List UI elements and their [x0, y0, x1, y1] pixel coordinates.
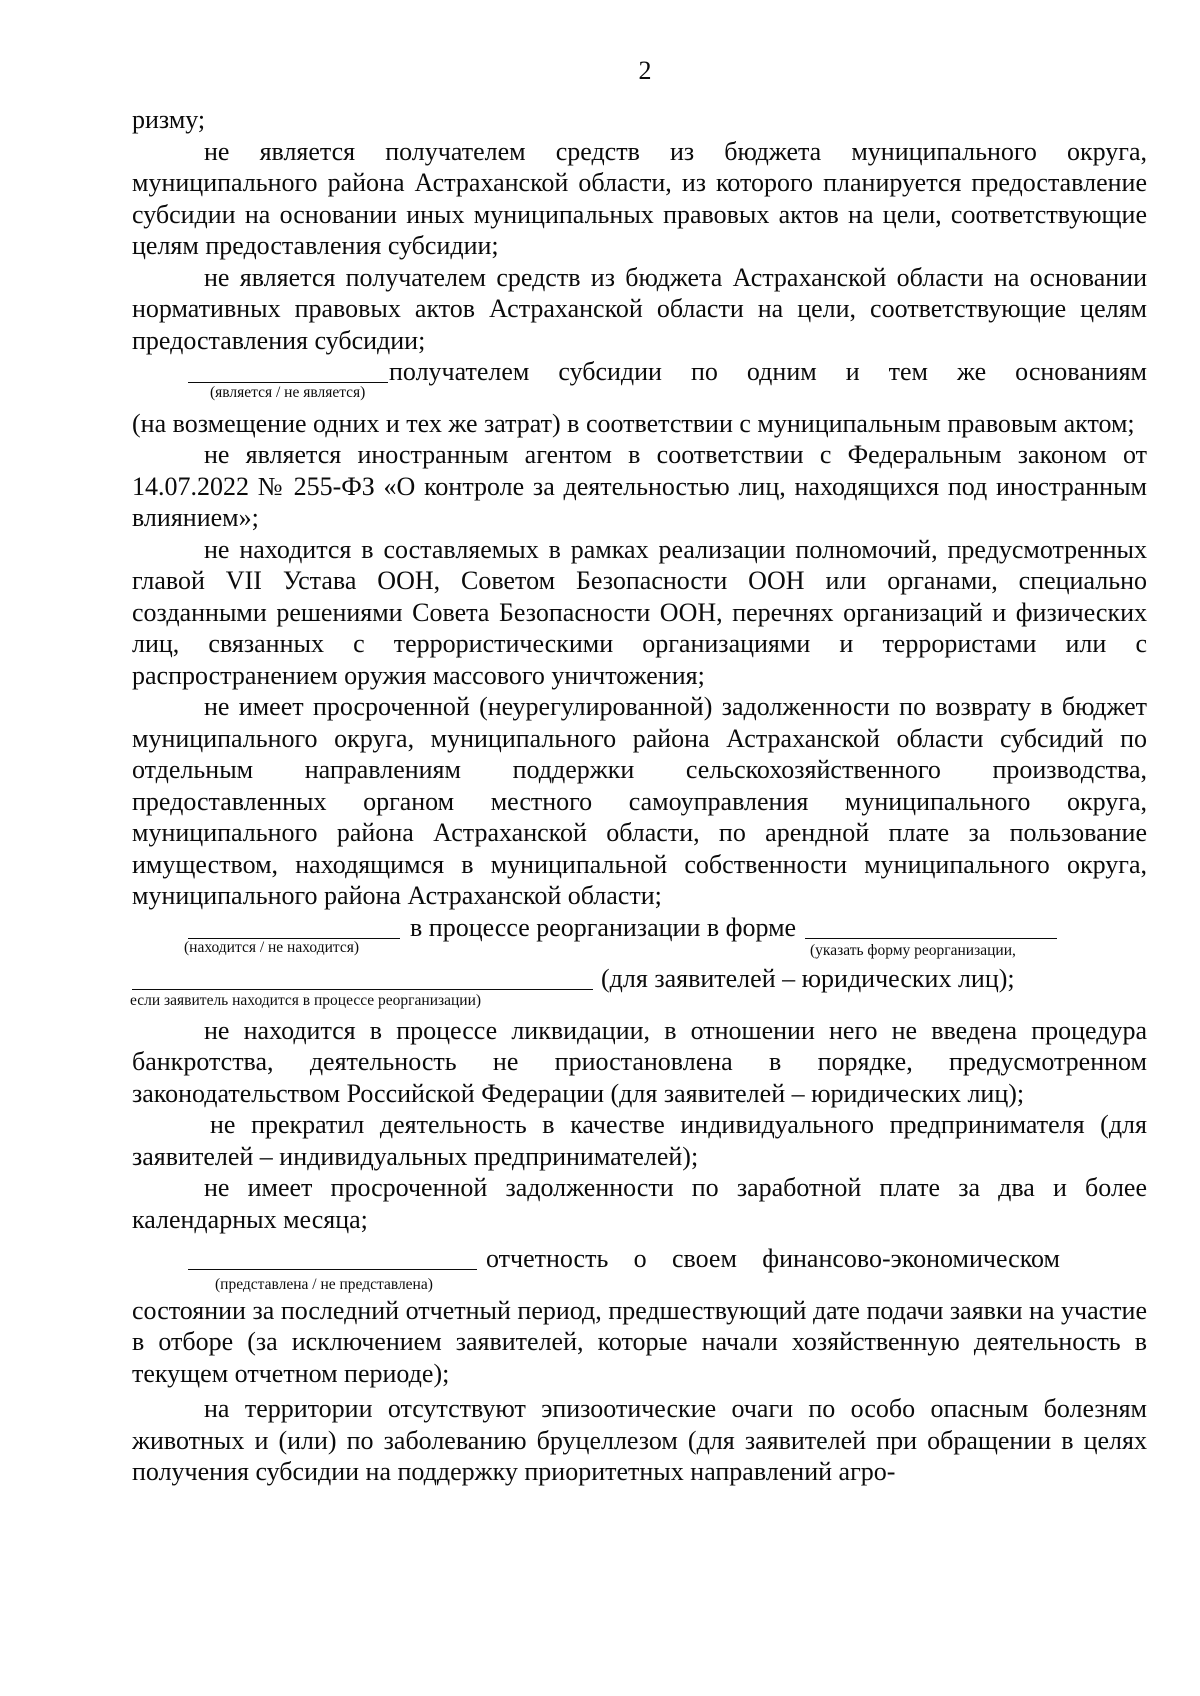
hint-row-reporting: [132, 1275, 1147, 1295]
blank-reorganization-status[interactable]: [188, 912, 400, 939]
paragraph-no-overdue-debt: не имеет просроченной (неурегулированной) задолженности по возврату в бюджет муниципального округа, муниципального района Астраханской области субсидий по отдельным направлениям поддержки сельскохозяйственного производства, предоставленных органом местного самоуправления муниципального округа, муниципального района Астраханской области, по арендной плате за пользование имуществом, находящимся в муниципальной собственности муниципального округа, муниципального района Астраханской области;: [132, 692, 1147, 910]
paragraph-epizootic: на территории отсутствуют эпизоотические очаги по особо опасным болезням животных и (или) по заболеванию бруцеллезом (для заявителей при обращении в целях получения субсидии на поддержку приоритетных направлений агро-: [132, 1394, 1147, 1486]
hint-row-reorganization-cont: [130, 991, 1147, 1015]
blank-reorganization-form[interactable]: [805, 912, 1057, 939]
page-number: 2: [638, 56, 652, 85]
hint-reorganization-form: (указать форму реорганизации,: [810, 942, 1016, 959]
fill-in-row-reorganization-cont: [132, 963, 1147, 995]
paragraph-no-salary-debt: не имеет просроченной задолженности по заработной плате за два и более календарных месяца;: [132, 1173, 1147, 1234]
blank-reporting-status[interactable]: [188, 1243, 477, 1270]
blank-reorganization-form-cont[interactable]: [132, 963, 593, 990]
blank-recipient-status[interactable]: [188, 356, 388, 383]
hint-reorganization-status: (находится / не находится): [184, 939, 360, 956]
reorganization-text: в процессе реорганизации в форме: [410, 912, 797, 942]
hint-reporting-status: (представлена / не представлена): [215, 1275, 433, 1293]
paragraph-no-liquidation: не находится в процессе ликвидации, в отношении него не введена процедура банкротства, деятельность не приостановлена в порядке, предусмотренном законодательством Российской Федерации (для заявителей – юридических лиц);: [132, 1015, 1147, 1108]
hint-row-reorganization: [132, 939, 1147, 963]
paragraph-not-terminated: не прекратил деятельность в качестве индивидуального предпринимателя (для заявителей – индивидуальных предпринимателей);: [132, 1110, 1147, 1171]
fill-in-row-reporting: [132, 1243, 1147, 1275]
paragraph-not-municipal-recipient: не является получателем средств из бюджета муниципального округа, муниципального района Астраханской области, из которого планируется предоставление субсидии на основании иных муниципальных правовых актов на цели, соответствующие целям предоставления субсидии;: [132, 136, 1147, 260]
legal-entities-note: (для заявителей – юридических лиц);: [601, 964, 1015, 993]
reporting-text: отчетность о своем финансово-экономическом: [486, 1244, 1060, 1273]
spacer: [132, 1235, 1147, 1243]
paragraph-not-regional-recipient: не является получателем средств из бюджета Астраханской области на основании нормативных правовых актов Астраханской области на цели, соответствующие целям предоставления субсидии;: [132, 262, 1147, 355]
hint-recipient-status: (является / не является): [210, 383, 366, 401]
hint-row-recipient-status: [132, 383, 1147, 408]
hint-reorganization-cont: если заявитель находится в процессе реорганизации): [130, 991, 482, 1009]
paragraph-reporting-period: состоянии за последний отчетный период, предшествующий дате подачи заявки на участие в отборе (за исключением заявителей, которые начали хозяйственную деятельность в текущем отчетном периоде);: [132, 1295, 1147, 1388]
paragraph-same-grounds: (на возмещение одних и тех же затрат) в соответствии с муниципальным правовым актом;: [132, 408, 1135, 438]
document-body: [132, 104, 1147, 1488]
paragraph-foreign-agent: не является иностранным агентом в соответствии с Федеральным законом от 14.07.2022 № 255-ФЗ «О контроле за деятельностью лиц, находящихся под иностранным влиянием»;: [132, 440, 1147, 532]
paragraph-continuation: ризму;: [132, 105, 206, 134]
recipient-status-text: получателем субсидии по одним и тем же основаниям: [389, 357, 1147, 386]
paragraph-un-lists: не находится в составляемых в рамках реализации полномочий, предусмотренных главой VII Устава ООН, Советом Безопасности ООН или органами, специально созданными решениями Совета Безопасности ООН, перечнях организаций и физических лиц, связанных с террористическими организациями и террористами или с распространением оружия массового уничтожения;: [132, 534, 1147, 690]
